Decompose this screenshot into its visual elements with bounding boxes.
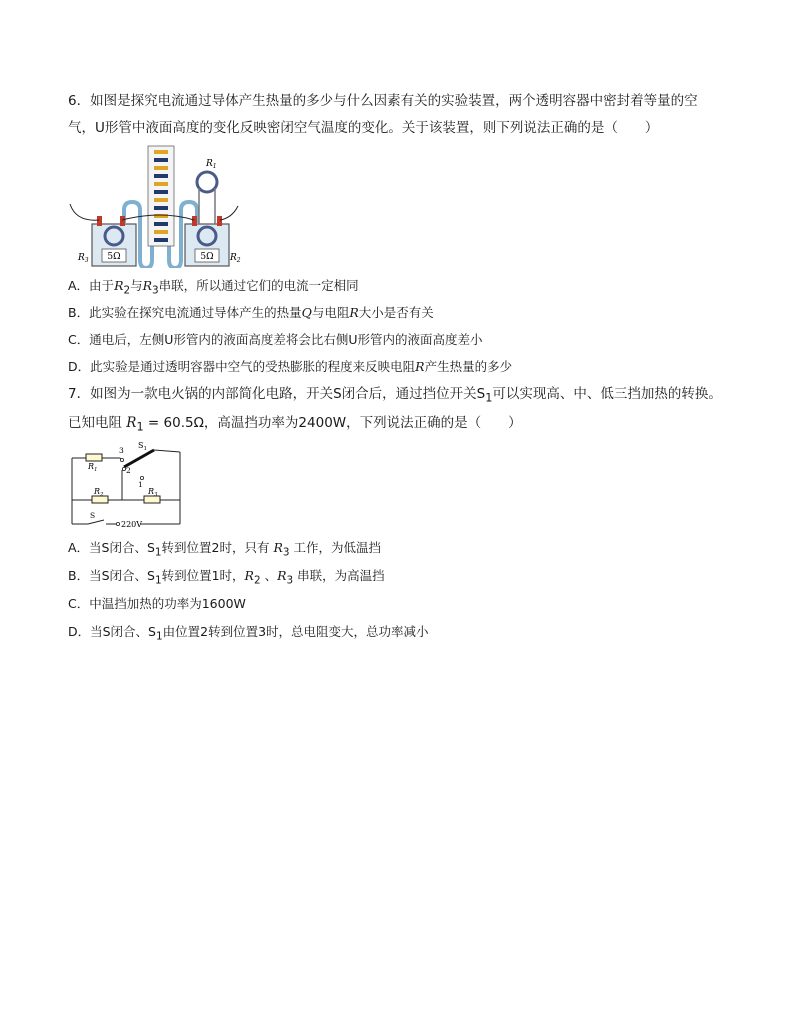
scale-stripe (154, 230, 168, 234)
wire-left (70, 204, 99, 220)
q7-option-b: B．当S闭合、$S_1$转到位置1时，$R_2$ 、$R_3$ 串联，为高温挡 (68, 568, 385, 587)
scale-stripe (154, 206, 168, 210)
q6-option-c: C．通电后，左侧U形管内的液面高度差将会比右侧U形管内的液面高度差小 (68, 332, 483, 347)
label-r1: $R_1$ (88, 462, 98, 473)
scale-stripe (154, 158, 168, 162)
q6-option-d: D．此实验是通过透明容器中空气的受热膨胀的程度来反映电阻R产生热量的多少 (68, 359, 513, 374)
q7-stem-line2: 已知电阻 $R_1 = 60.5\Omega$，高温挡功率为2400W，下列说法正确的是（ ） (68, 415, 522, 434)
label-r2: $R_2$ (94, 487, 104, 498)
scale-stripe (154, 238, 168, 242)
q6-option-b: B．此实验在探究电流通过导体产生的热量Q与电阻R大小是否有关 (68, 305, 434, 320)
right-box-value: 5Ω (200, 252, 214, 262)
q6-apparatus-figure (66, 140, 246, 268)
scale-stripe (154, 190, 168, 194)
q7-stem-line1: 7．如图为一款电火锅的内部简化电路，开关S闭合后，通过挡位开关$S_1$可以实现高、中、低三挡加热的转换。 (68, 386, 722, 405)
label-r1: $R_1$ (206, 159, 217, 170)
label-position-1: 1 (138, 480, 143, 489)
label-r2: $R_2$ (230, 253, 241, 264)
q6-stem-line2: 气，U形管中液面高度的变化反映密闭空气温度的变化。关于该装置，则下列说法正确的是（ ） (68, 120, 659, 136)
wire-right (220, 206, 238, 220)
scale-stripe (154, 166, 168, 170)
scale-stripe (154, 198, 168, 202)
label-position-2: 2 (126, 466, 131, 475)
q6-stem-line1: 6．如图是探究电流通过导体产生热量的多少与什么因素有关的实验装置，两个透明容器中密封着等量的空 (68, 93, 698, 109)
q7-option-a: A．当S闭合、$S_1$转到位置2时，只有 $R_3$ 工作，为低温挡 (68, 540, 382, 559)
scale-stripe (154, 174, 168, 178)
label-switch-s: S (90, 511, 96, 520)
q7-option-d: D．当S闭合、$S_1$由位置2转到位置3时，总电阻变大，总功率减小 (68, 624, 429, 643)
label-s1: $S_1$ (138, 441, 147, 452)
label-r3: $R_3$ (78, 253, 89, 264)
label-position-3: 3 (119, 446, 124, 455)
q7-circuit-figure (66, 438, 186, 530)
scale-stripe (154, 182, 168, 186)
label-voltage: 220V (121, 520, 143, 529)
external-resistor-coil (197, 172, 217, 192)
scale-stripe (154, 150, 168, 154)
left-box-value: 5Ω (107, 252, 121, 262)
q7-option-c: C．中温挡加热的功率为1600W (68, 596, 246, 611)
q6-option-a: A．由于$R_2$与$R_3$串联，所以通过它们的电流一定相同 (68, 278, 359, 297)
scale-stripe (154, 222, 168, 226)
label-r3: $R_3$ (148, 487, 158, 498)
